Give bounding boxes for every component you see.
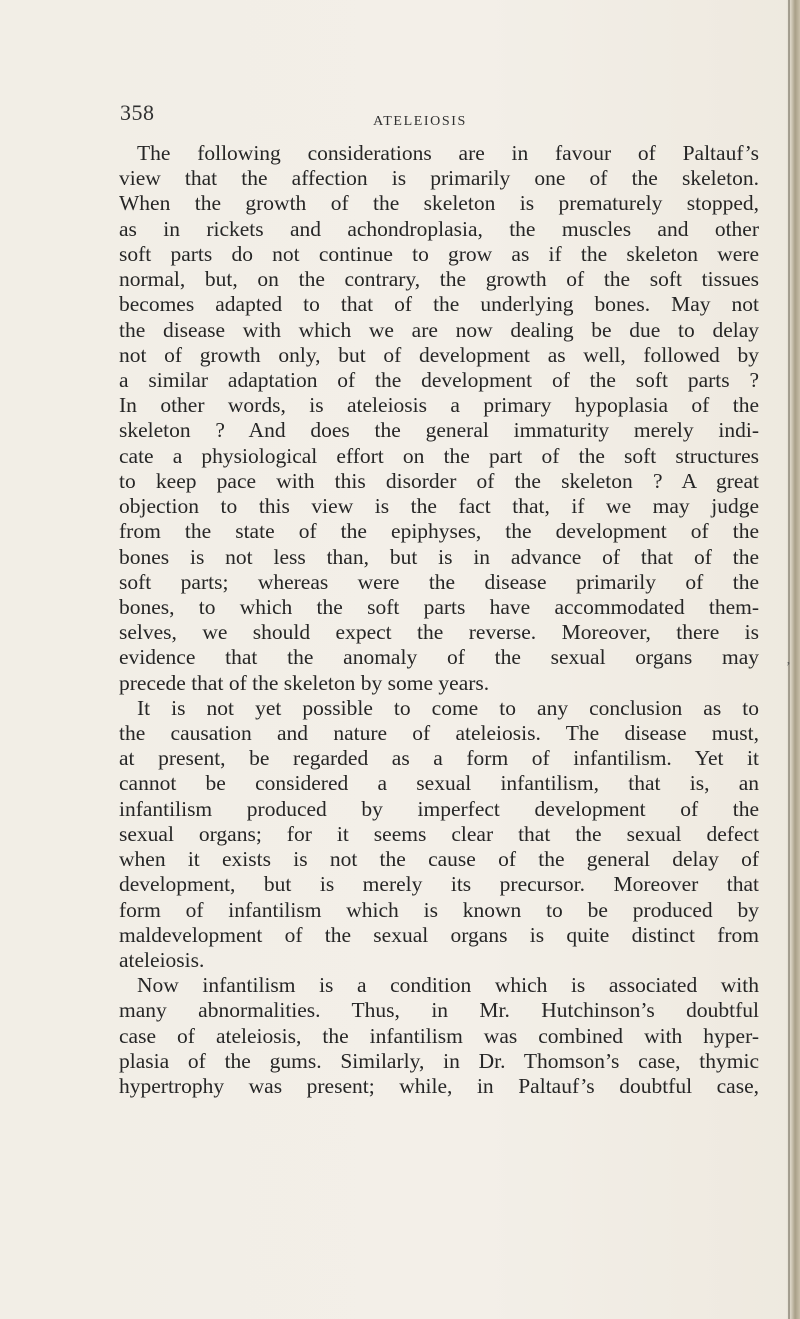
text-line: infantilism produced by imperfect development of the [119,796,759,821]
text-line: The following considerations are in favour of Paltauf’s [137,141,759,165]
text-line: maldevelopment of the sexual organs is quite distinct from [119,922,759,947]
text-line: view that the affection is primarily one of the skeleton. [119,166,759,191]
text-line: the disease with which we are now dealing be due to delay [119,317,759,342]
text-line: from the state of the epiphyses, the development of the [119,519,759,544]
page-number: 358 [120,100,155,125]
text-line: many abnormalities. Thus, in Mr. Hutchinson’s doubtful [119,998,759,1023]
text-line: plasia of the gums. Similarly, in Dr. Thomson’s case, thymic [119,1048,759,1073]
text-line: when it exists is not the cause of the general delay of [119,847,759,872]
text-line: a similar adaptation of the development of the soft parts ? [119,367,759,392]
running-head: ATELEIOSIS [373,114,467,129]
text-line: hypertrophy was present; while, in Paltauf’s doubtful case, [119,1074,759,1099]
text-line: In other words, is ateleiosis a primary hypoplasia of the [119,393,759,418]
text-line: sexual organs; for it seems clear that the sexual defect [119,821,759,846]
text-line: soft parts do not continue to grow as if the skeleton were [119,241,759,266]
text-line: not of growth only, but of development as well, followed by [119,342,759,367]
text-line: cate a physiological effort on the part of the soft structures [119,443,759,468]
text-line: bones, to which the soft parts have accommodated them- [119,594,759,619]
text-line: as in rickets and achondroplasia, the muscles and other [119,216,759,241]
text-line: soft parts; whereas were the disease primarily of the [119,569,759,594]
text-line: becomes adapted to that of the underlying bones. May not [119,292,759,317]
text-line: to keep pace with this disorder of the skeleton ? A great [119,468,759,493]
text-line: development, but is merely its precursor. Moreover that [119,872,759,897]
text-line: skeleton ? And does the general immaturity merely indi- [119,418,759,443]
text-line: at present, be regarded as a form of infantilism. Yet it [119,746,759,771]
text-line: the causation and nature of ateleiosis. The disease must, [119,721,759,746]
text-line: normal, but, on the contrary, the growth of the soft tissues [119,267,759,292]
text-line: cannot be considered a sexual infantilism, that is, an [119,771,759,796]
text-line: precede that of the skeleton by some years. [119,670,490,695]
text-line: It is not yet possible to come to any conclusion as to [137,695,759,720]
body-text [119,141,759,1099]
text-line: case of ateleiosis, the infantilism was combined with hyper- [119,1023,759,1048]
text-line: ateleiosis. [119,948,205,972]
text-line: When the growth of the skeleton is prematurely stopped, [119,191,759,216]
text-line: objection to this view is the fact that, if we may judge [119,494,759,519]
text-line: Now infantilism is a condition which is associated with [137,973,759,998]
margin-mark: ’ [786,660,791,675]
text-line: form of infantilism which is known to be produced by [119,897,759,922]
text-line: selves, we should expect the reverse. Moreover, there is [119,620,759,645]
text-line: evidence that the anomaly of the sexual organs may [119,645,759,670]
text-line: bones is not less than, but is in advance of that of the [119,544,759,569]
